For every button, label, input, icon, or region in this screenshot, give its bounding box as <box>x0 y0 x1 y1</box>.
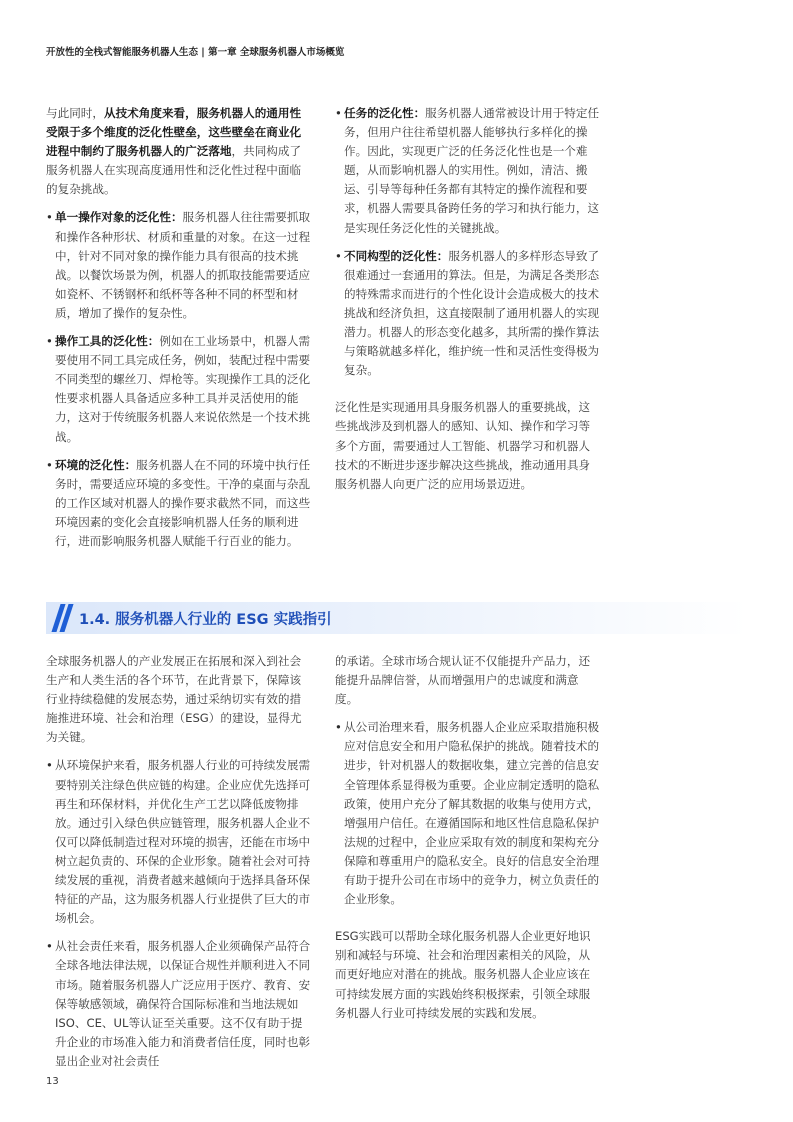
section-heading-bar <box>46 602 748 634</box>
bullet-environment: • 环境的泛化性：服务机器人在不同的环境中执行任务时，需要适应环境的多变性。干净的桌面与杂乱的工作区域对机器人的操作要求截然不同，而这些环境因素的变化会直接影响机器人任务的顺利进行，进而影响服务机器人赋能千行百业的能力。 <box>46 456 311 551</box>
column-3 <box>46 652 311 1071</box>
running-header: 开放性的全栈式智能服务机器人生态 | 第一章 全球服务机器人市场概览 <box>46 47 345 58</box>
intro-paragraph: 与此同时，从技术角度来看，服务机器人的通用性受限于多个维度的泛化性壁垒，这些壁垒在商业化进程中制约了服务机器人的广泛落地，共同构成了服务机器人在实现高度通用性和泛化性过程中面临的复杂挑战。 <box>46 106 302 197</box>
column-1 <box>46 104 311 551</box>
generalization-summary: 泛化性是实现通用具身服务机器人的重要挑战，这些挑战涉及到机器人的感知、认知、操作和学习等多个方面，需要通过人工智能、机器学习和机器人技术的不断进步逐步解决这些挑战，推动通用具身服务机器人向更广泛的应用场景迈进。 <box>335 400 591 491</box>
bullet-social: • 从社会责任来看，服务机器人企业须确保产品符合全球各地法律法规，以保证合规性并顺利进入不同市场。随着服务机器人广泛应用于医疗、教育、安保等敏感领域，确保符合国际标准和当地法规如ISO、CE、UL等认证至关重要。这不仅有助于提升企业的市场准入能力和消费者信任度，同时也彰显出企业对社会责任 <box>46 937 311 1071</box>
intro-emphasis: 从技术角度来看，服务机器人的通用性受限于多个维度的泛化性壁垒，这些壁垒在商业化进程中制约了服务机器人的广泛落地 <box>46 106 302 159</box>
section-title: 1.4. 服务机器人行业的 ESG 实践指引 <box>79 612 332 628</box>
bullet-configuration: • 不同构型的泛化性：服务机器人的多样形态导致了很难通过一套通用的算法。但是，为满足各类形态的特殊需求而进行的个性化设计会造成极大的技术挑战和经济负担，这直接限制了通用机器人的实现潜力。机器人的形态变化越多，其所需的操作算法与策略就越多样化，维护统一性和灵活性变得极为复杂。 <box>335 247 600 381</box>
bullet-task: • 任务的泛化性：服务机器人通常被设计用于特定任务，但用户往往希望机器人能够执行多样化的操作。因此，实现更广泛的任务泛化性也是一个难题，从而影响机器人的实用性。例如，清洁、搬运、引导等每种任务都有其特定的操作流程和要求，机器人需要具备跨任务的学习和执行能力，这是实现任务泛化性的关键挑战。 <box>335 104 600 238</box>
bullet-governance: • 从公司治理来看，服务机器人企业应采取措施积极应对信息安全和用户隐私保护的挑战。随着技术的进步，针对机器人的数据收集，建立完善的信息安全管理体系显得极为重要。企业应制定透明的隐私政策，使用户充分了解其数据的收集与使用方式，增强用户信任。在遵循国际和地区性信息隐私保护法规的过程中，企业应采取有效的制度和架构充分保障和尊重用户的隐私安全。良好的信息安全治理有助于提升公司在市场中的竞争力，树立负责任的企业形象。 <box>335 718 600 909</box>
social-continued: 的承诺。全球市场合规认证不仅能提升产品力，还能提升品牌信誉，从而增强用户的忠诚度和满意度。 <box>335 654 591 707</box>
esg-summary: ESG实践可以帮助全球化服务机器人企业更好地识别和减轻与环境、社会和治理因素相关的风险，从而更好地应对潜在的挑战。服务机器人企业应该在可持续发展方面的实践始终积极探索，引领全球服务机器人行业可持续发展的实践和发展。 <box>335 929 591 1020</box>
bullet-object: • 单一操作对象的泛化性：服务机器人往往需要抓取和操作各种形状、材质和重量的对象。在这一过程中，针对不同对象的操作能力具有很高的技术挑战。以餐饮场景为例，机器人的抓取技能需要适应如瓷杯、不锈钢杯和纸杯等各种不同的杯型和材质，增加了操作的复杂性。 <box>46 208 311 323</box>
column-4 <box>335 652 600 1023</box>
page-number: 13 <box>46 1076 59 1087</box>
esg-intro: 全球服务机器人的产业发展正在拓展和深入到社会生产和人类生活的各个环节，在此背景下，保障该行业持续稳健的发展态势，通过采纳切实有效的措施推进环境、社会和治理（ESG）的建设，显得尤为关键。 <box>46 654 302 745</box>
bullet-tool: • 操作工具的泛化性：例如在工业场景中，机器人需要使用不同工具完成任务，例如，装配过程中需要不同类型的螺丝刀、焊枪等。实现操作工具的泛化性要求机器人具备适应多种工具并灵活使用的能力，这对于传统服务机器人来说依然是一个技术挑战。 <box>46 332 311 447</box>
column-2 <box>335 104 600 494</box>
bullet-environmental: • 从环境保护来看，服务机器人行业的可持续发展需要特别关注绿色供应链的构建。企业应优先选择可再生和环保材料，并优化生产工艺以降低废物排放。通过引入绿色供应链管理，服务机器人企业不仅可以降低制造过程对环境的损害，还能在市场中树立起负责的、环保的企业形象。随着社会对可持续发展的重视，消费者越来越倾向于选择具备环保特征的产品，这为服务机器人行业提供了巨大的市场机会。 <box>46 756 311 928</box>
